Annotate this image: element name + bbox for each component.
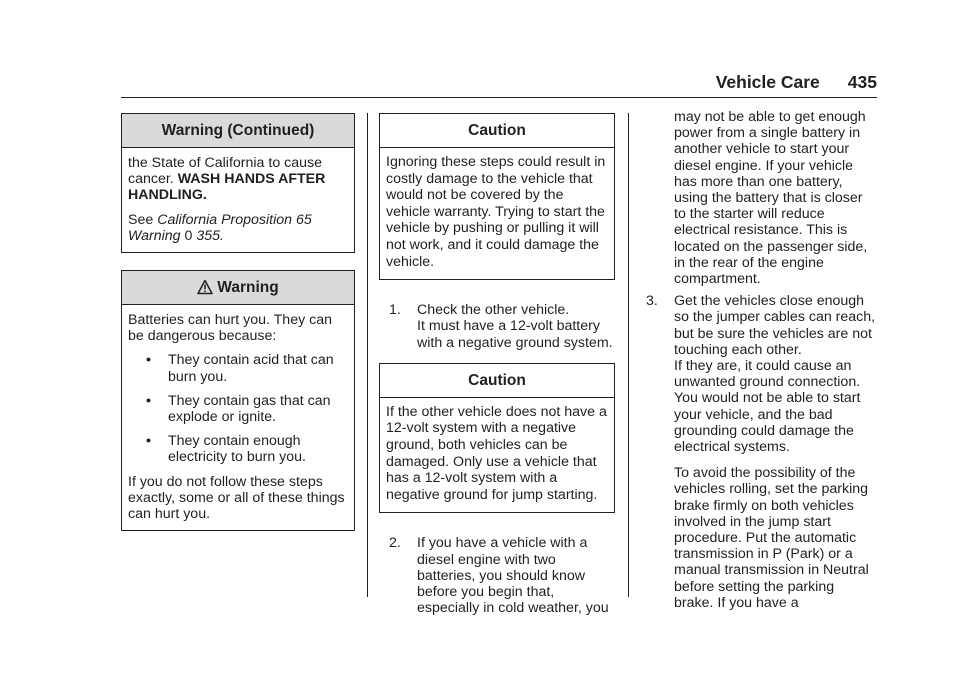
warning-icon <box>197 279 213 295</box>
warning-body <box>122 305 354 530</box>
step-3-paragraph2: To avoid the possibility of the vehicles rolling, set the parking brake firmly on both vehicles involved in the jump start procedure. Put the automatic transmission in P (Park) or a manual transmission in Neutral before setting the parking brake. If you have a <box>674 465 869 611</box>
step-2-text-part1: If you have a vehicle with a diesel engine with two batteries, you should know before you begin that, especially in cold weather, you <box>417 535 609 617</box>
column-right <box>636 109 876 611</box>
warning-title-bar <box>122 271 354 305</box>
warning-continued-see <box>128 212 348 244</box>
warning-continued-text-plain: the State of California to cause cancer. <box>128 155 323 188</box>
warning-continued-body <box>122 148 354 252</box>
column-divider-right <box>628 113 629 597</box>
warning-continued-text <box>128 155 348 204</box>
see-page: 355. <box>196 227 224 244</box>
section-title: Vehicle Care <box>715 72 820 92</box>
caution-title-1: Caution <box>380 114 614 148</box>
warning-outro: If you do not follow these steps exactly, some or all of these things can hurt you. <box>128 473 345 523</box>
step-number: 1. <box>389 302 401 319</box>
caution-title-2: Caution <box>380 364 614 398</box>
bullet-marker: • <box>146 433 151 450</box>
warning-bullet <box>128 393 348 425</box>
warning-continued-text-bold: WASH HANDS AFTER HANDLING. <box>128 171 326 204</box>
see-reference: California Proposition 65 Warning <box>128 211 312 244</box>
step-1-line2: It must have a 12-volt battery with a negative ground system. <box>417 318 613 351</box>
column-middle <box>379 113 615 616</box>
caution-box-1 <box>379 113 615 280</box>
bullet-text: They contain gas that can explode or ignite. <box>168 392 331 426</box>
warning-bullet <box>128 433 348 465</box>
step-2-text-part2: may not be able to get enough power from a single battery in another vehicle to start your diesel engine. If your vehicle has more than one battery, using the battery that is closer to the starter will reduce electrical resistance. This is located on the passenger side, in the rear of the engine compartment. <box>674 109 868 288</box>
page-header <box>716 72 877 93</box>
column-divider-left <box>367 113 368 597</box>
bullet-marker: • <box>146 392 151 409</box>
warning-title: Warning <box>217 279 279 297</box>
step-3-line2: If they are, it could cause an unwanted ground connection. You would not be able to start your vehicle, and the bad grounding could damage the electrical systems. <box>674 358 861 456</box>
warning-box <box>121 270 355 531</box>
bullet-text: They contain acid that can burn you. <box>168 352 334 385</box>
bullet-marker: • <box>146 352 151 369</box>
step-3-line1: Get the vehicles close enough so the jumper cables can reach, but be sure the vehicles are not touching each other. <box>674 293 876 358</box>
step-number: 2. <box>389 535 401 552</box>
warning-bullet <box>128 352 348 384</box>
step-number: 3. <box>646 293 658 310</box>
warning-continued-title: Warning (Continued) <box>122 114 354 148</box>
step-2 <box>379 535 615 616</box>
column-left <box>121 113 355 531</box>
page-ref-icon: 0 <box>184 227 193 244</box>
caution-box-2 <box>379 363 615 514</box>
caution-body-1: Ignoring these steps could result in costly damage to the vehicle that would not be covered by the vehicle warranty. Trying to start the vehicle by pushing or pulling it will not work, and it could damage the vehicle. <box>386 154 606 270</box>
caution-body-2: If the other vehicle does not have a 12-volt system with a negative ground, both vehicles can be damaged. Only use a vehicle that has a 12-volt system with a negative ground for jump starting. <box>386 403 607 503</box>
step-1 <box>379 302 615 351</box>
header-rule <box>121 97 877 98</box>
step-1-line1: Check the other vehicle. <box>417 302 570 319</box>
see-prefix: See <box>128 211 154 228</box>
bullet-text: They contain enough electricity to burn you. <box>168 433 306 466</box>
step-3 <box>636 293 876 455</box>
warning-intro: Batteries can hurt you. They can be dangerous because: <box>128 312 332 345</box>
warning-continued-box <box>121 113 355 253</box>
page-number: 435 <box>847 72 877 92</box>
